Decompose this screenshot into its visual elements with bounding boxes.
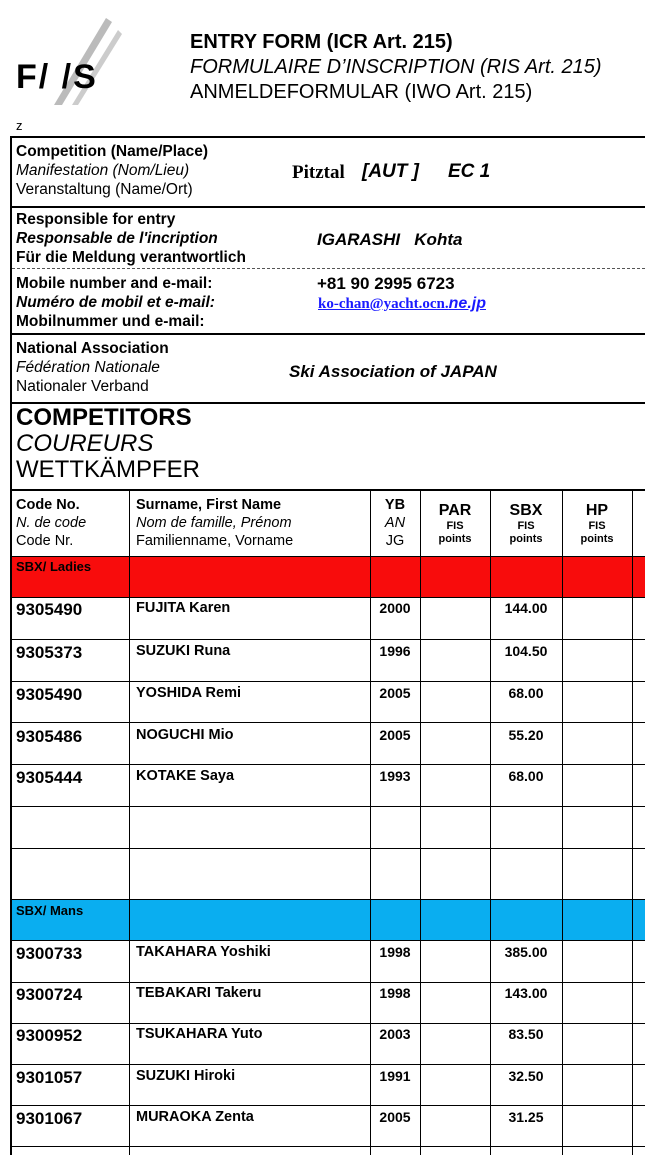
code-cell: 9305490 (16, 685, 83, 704)
col-sbx-sub1: FIS (517, 520, 535, 532)
yb-cell: 2005 (379, 685, 411, 701)
grid-line (562, 490, 563, 1155)
grid-line (490, 490, 491, 1155)
national-label-fr: Fédération Nationale (16, 359, 160, 376)
national-labels (16, 339, 169, 396)
divider (10, 136, 645, 138)
mens-band (11, 900, 645, 940)
row-line (10, 940, 645, 941)
col-yb-en: YB (384, 497, 406, 513)
row-line (10, 1105, 645, 1106)
col-name-de: Familienname, Vorname (136, 533, 294, 549)
divider (10, 206, 645, 208)
competition-country: [AUT ] (362, 161, 419, 182)
col-hp-title: HP (585, 502, 609, 519)
competition-label-de: Veranstaltung (Name/Ort) (16, 181, 193, 198)
yb-cell: 2005 (379, 727, 411, 743)
sbx-cell: 68.00 (508, 768, 544, 784)
sbx-cell: 31.25 (508, 1109, 544, 1125)
logo-text: F/ /S (16, 58, 98, 96)
yb-cell: 1998 (379, 944, 411, 960)
col-sbx-title: SBX (509, 502, 543, 519)
name-cell: MURAOKA Zenta (136, 1109, 254, 1125)
col-yb-de: JG (385, 533, 405, 549)
row-line (10, 1064, 645, 1065)
mens-band-label: SBX/ Mans (16, 903, 84, 918)
col-hp-sub1: FIS (588, 520, 606, 532)
name-cell: FUJITA Karen (136, 600, 231, 616)
name-cell: NOGUCHI Mio (136, 727, 234, 743)
col-code-header (16, 496, 86, 550)
sbx-cell: 104.50 (504, 643, 548, 659)
col-par-title: PAR (438, 502, 472, 519)
col-hp-header (562, 502, 632, 546)
stray-mark: z (16, 118, 23, 133)
yb-cell: 2003 (379, 1026, 411, 1042)
mobile-label-de: Mobilnummer und e-mail: (16, 313, 205, 330)
mobile-phone: +81 90 2995 6723 (317, 274, 455, 293)
name-cell: KOTAKE Saya (136, 768, 235, 784)
col-code-fr: N. de code (16, 515, 87, 531)
code-cell: 9305444 (16, 768, 83, 787)
competition-event: EC 1 (448, 161, 491, 182)
col-par-sub2: points (438, 533, 472, 545)
col-yb-header (370, 496, 420, 550)
name-cell: TEBAKARI Takeru (136, 985, 262, 1001)
national-label-de: Nationaler Verband (16, 378, 149, 395)
mobile-labels (16, 274, 215, 331)
title-english: ENTRY FORM (ICR Art. 215) (190, 31, 453, 53)
col-name-header (136, 496, 293, 550)
grid-line (420, 490, 421, 1155)
sbx-cell: 55.20 (508, 727, 544, 743)
code-cell: 9300724 (16, 985, 83, 1004)
competition-place: Pitztal (292, 162, 345, 183)
code-cell: 9305490 (16, 600, 83, 619)
col-name-fr: Nom de famille, Prénom (136, 515, 292, 531)
code-cell: 9305486 (16, 727, 83, 746)
title-german: ANMELDEFORMULAR (IWO Art. 215) (190, 81, 533, 103)
form-title (190, 30, 602, 105)
col-yb-fr: AN (384, 515, 406, 531)
fis-logo (14, 10, 124, 110)
sbx-cell: 144.00 (504, 600, 548, 616)
name-cell: YOSHIDA Remi (136, 685, 242, 701)
mobile-label-en: Mobile number and e-mail: (16, 275, 213, 292)
row-line (10, 597, 645, 598)
national-label-en: National Association (16, 340, 169, 357)
responsible-labels (16, 210, 246, 267)
yb-cell: 2005 (379, 1109, 411, 1125)
row-line (10, 722, 645, 723)
mobile-label-fr: Numéro de mobil et e-mail: (16, 294, 215, 311)
responsible-name: IGARASHI Kohta (317, 230, 463, 249)
competition-label-fr: Manifestation (Nom/Lieu) (16, 162, 190, 179)
yb-cell: 1996 (379, 643, 411, 659)
col-code-de: Code Nr. (16, 533, 74, 549)
national-association: Ski Association of JAPAN (289, 362, 497, 381)
competitors-title-fr: COUREURS (16, 430, 154, 457)
competitors-title-de: WETTKÄMPFER (16, 456, 200, 483)
responsible-label-en: Responsible for entry (16, 211, 176, 228)
name-cell: SUZUKI Hiroki (136, 1068, 236, 1084)
row-line (10, 1146, 645, 1147)
row-line (10, 681, 645, 682)
row-line (10, 639, 645, 640)
sbx-cell: 83.50 (508, 1026, 544, 1042)
row-line (10, 1023, 645, 1024)
yb-cell: 1993 (379, 768, 411, 784)
competitors-title-en: COMPETITORS (16, 404, 192, 431)
email-part-b: ne.jp (448, 295, 486, 312)
grid-line (370, 490, 371, 1155)
name-cell: TSUKAHARA Yuto (136, 1026, 263, 1042)
competitors-title (16, 405, 200, 483)
title-french: FORMULAIRE D’INSCRIPTION (RIS Art. 215) (190, 56, 602, 78)
responsible-label-fr: Responsable de l'incription (16, 230, 218, 247)
competition-label-en: Competition (Name/Place) (16, 143, 209, 160)
yb-cell: 1991 (379, 1068, 411, 1084)
row-line (10, 806, 645, 807)
code-cell: 9300952 (16, 1026, 83, 1045)
grid-line (129, 490, 130, 1155)
col-code-en: Code No. (16, 497, 80, 513)
email-part-a: ko-chan@yacht.ocn. (318, 296, 449, 312)
col-hp-sub2: points (580, 533, 614, 545)
ladies-band (11, 557, 645, 597)
name-cell: TAKAHARA Yoshiki (136, 944, 271, 960)
name-cell: SUZUKI Runa (136, 643, 231, 659)
col-par-header (420, 502, 490, 546)
yb-cell: 2000 (379, 600, 411, 616)
grid-line (10, 490, 12, 1155)
email-link[interactable] (318, 295, 486, 313)
sbx-cell: 143.00 (504, 985, 548, 1001)
code-cell: 9301057 (16, 1068, 83, 1087)
row-line (10, 764, 645, 765)
row-line (10, 899, 645, 900)
responsible-label-de: Für die Meldung verantwortlich (16, 249, 246, 266)
competition-labels (16, 142, 208, 199)
row-line (10, 556, 645, 557)
code-cell: 9305373 (16, 643, 83, 662)
col-sbx-header (490, 502, 562, 546)
sbx-cell: 32.50 (508, 1068, 544, 1084)
code-cell: 9301067 (16, 1109, 83, 1128)
code-cell: 9300733 (16, 944, 83, 963)
col-par-sub1: FIS (446, 520, 464, 532)
row-line (10, 982, 645, 983)
dashed-divider (12, 268, 645, 269)
divider (10, 489, 645, 491)
divider (10, 333, 645, 335)
col-sbx-sub2: points (509, 533, 543, 545)
ladies-band-label: SBX/ Ladies (16, 559, 92, 574)
col-name-en: Surname, First Name (136, 497, 282, 513)
sbx-cell: 68.00 (508, 685, 544, 701)
yb-cell: 1998 (379, 985, 411, 1001)
sbx-cell: 385.00 (504, 944, 548, 960)
row-line (10, 848, 645, 849)
grid-line (632, 490, 633, 1155)
